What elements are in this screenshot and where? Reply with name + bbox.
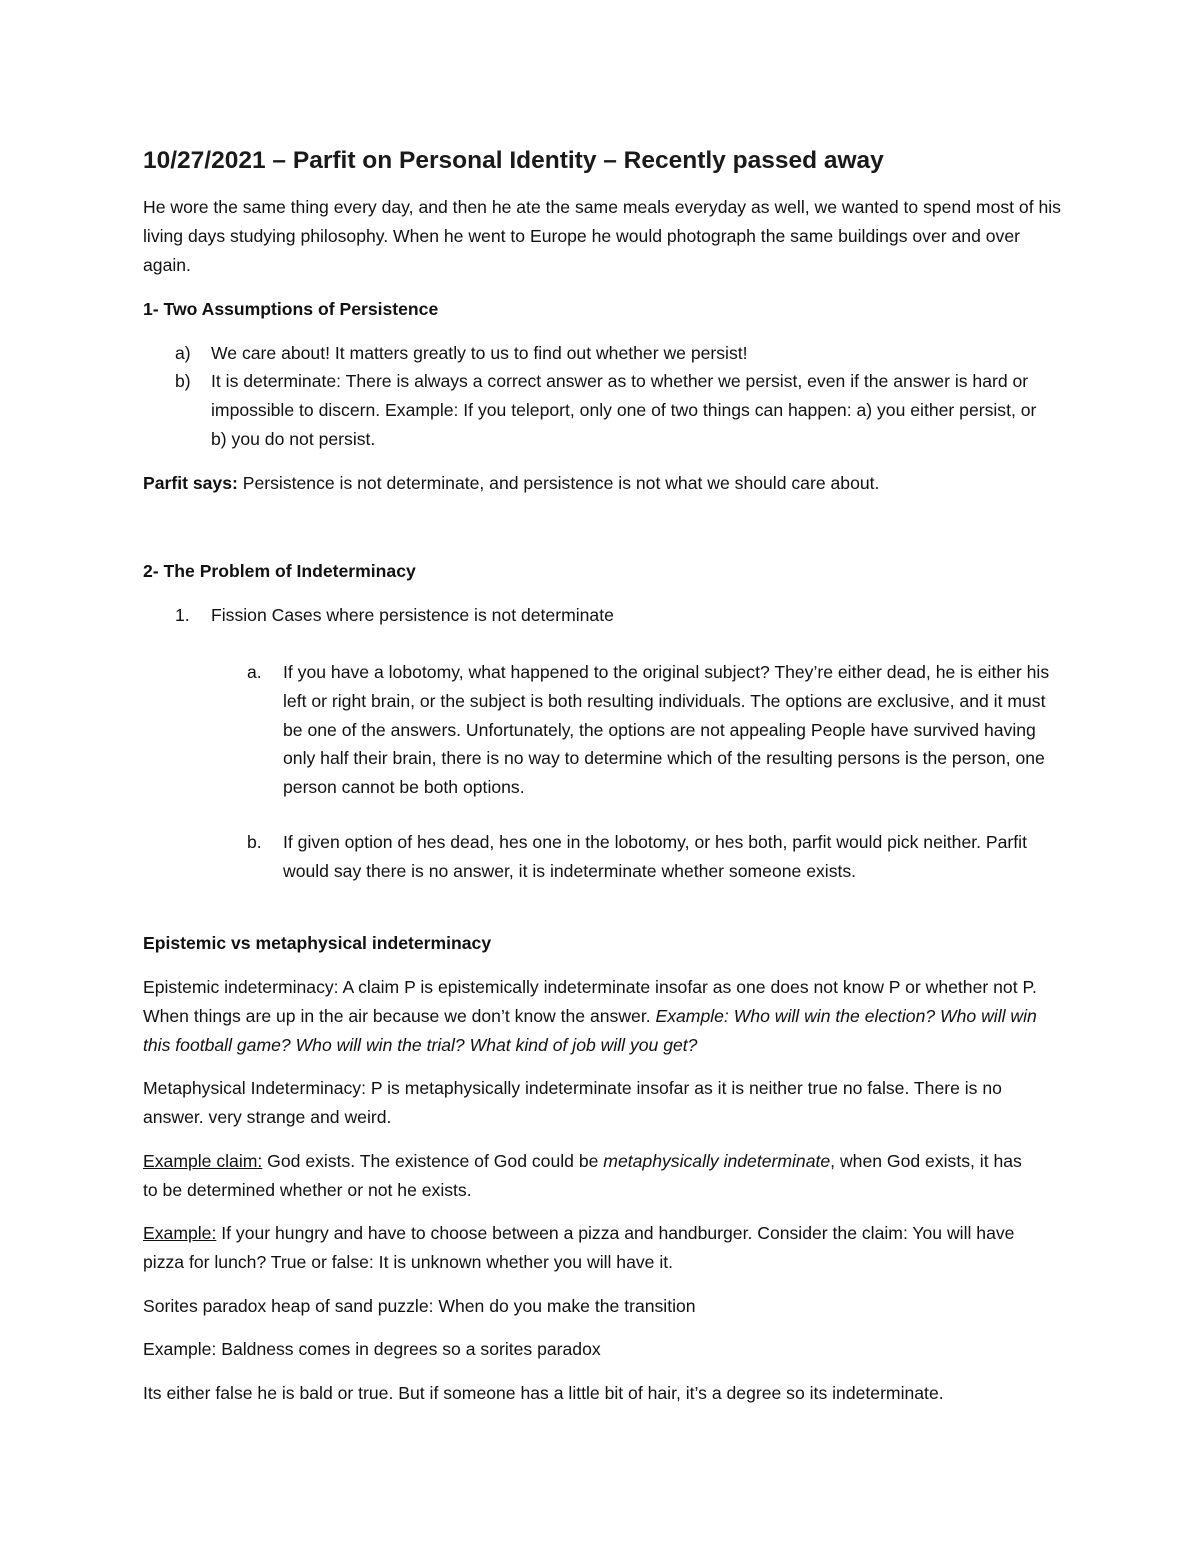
example-claim-text: God exists. The existence of God could be (262, 1151, 604, 1171)
example-paragraph (143, 1219, 1058, 1277)
metaphysical-paragraph: Metaphysical Indeterminacy: P is metaphysically indeterminate insofar as it is neither true no false. There is no answer. very strange and weird. (143, 1078, 1002, 1127)
epistemic-definition: Epistemic indeterminacy: A claim P is epistemically indeterminate insofar as one does not know P or whether not P. When things are up in the air because we don’t know the answer. (143, 977, 1037, 1026)
example-label: Example: (143, 1223, 217, 1243)
list-item: Fission Cases where persistence is not determinate (211, 605, 614, 625)
example-claim-text-end: , when God exists, it has to be determined whether or not he exists. (143, 1151, 1022, 1200)
parfit-says-paragraph (143, 469, 1063, 498)
epistemic-paragraph (143, 973, 1068, 1059)
example-claim-italic: metaphysically indeterminate (603, 1151, 831, 1171)
example-text: If your hungry and have to choose between a pizza and handburger. Consider the claim: You will have pizza for lunch? True or false: It is unknown whether you will have it. (143, 1223, 1015, 1272)
sublist-marker: b. (247, 832, 262, 852)
parfit-says-label: Parfit says: (143, 473, 238, 493)
list-marker: b) (175, 371, 191, 391)
list-marker: a) (175, 343, 191, 363)
list-item: We care about! It matters greatly to us to find out whether we persist! (211, 343, 748, 363)
epistemic-example: Example: Who will win the election? Who will win this football game? Who will win the trial? What kind of job will you get? (143, 1005, 1037, 1055)
parfit-says-text: Persistence is not determinate, and persistence is not what we should care about. (237, 473, 880, 493)
example-claim-paragraph (143, 1147, 1033, 1205)
list-marker: 1. (175, 605, 190, 625)
section3-heading: Epistemic vs metaphysical indeterminacy (143, 933, 492, 953)
sublist-item: If you have a lobotomy, what happened to the original subject? They’re either dead, he is either his left or right brain, or the subject is both resulting individuals. The options are exclusive, and it must be one of the answers. Unfortunately, the options are not appealing People have survived having only half their brain, there is no way to determine which of the resulting persons is the person, one person cannot be both options. (283, 662, 1050, 798)
sublist-marker: a. (247, 662, 262, 682)
sorites-paragraph: Sorites paradox heap of sand puzzle: When do you make the transition (143, 1296, 696, 1316)
list-item: It is determinate: There is always a correct answer as to whether we persist, even if the answer is hard or impossible to discern. Example: If you teleport, only one of two things can happen: a) you either persist, or b) you do not persist. (211, 371, 1037, 449)
example-claim-label: Example claim: (143, 1151, 263, 1171)
final-paragraph: Its either false he is bald or true. But if someone has a little bit of hair, it’s a degree so its indeterminate. (143, 1383, 944, 1403)
sublist-item: If given option of hes dead, hes one in the lobotomy, or hes both, parfit would pick neither. Parfit would say there is no answer, it is indeterminate whether someone exists. (283, 832, 1027, 881)
section1-heading: 1- Two Assumptions of Persistence (143, 299, 439, 319)
baldness-paragraph: Example: Baldness comes in degrees so a sorites paradox (143, 1339, 601, 1359)
page-title: 10/27/2021 – Parfit on Personal Identity – Recently passed away (143, 147, 884, 174)
intro-paragraph: He wore the same thing every day, and then he ate the same meals everyday as well, we wanted to spend most of his living days studying philosophy. When he went to Europe he would photograph the same buildings over and over again. (143, 197, 1061, 275)
section2-heading: 2- The Problem of Indeterminacy (143, 561, 416, 581)
